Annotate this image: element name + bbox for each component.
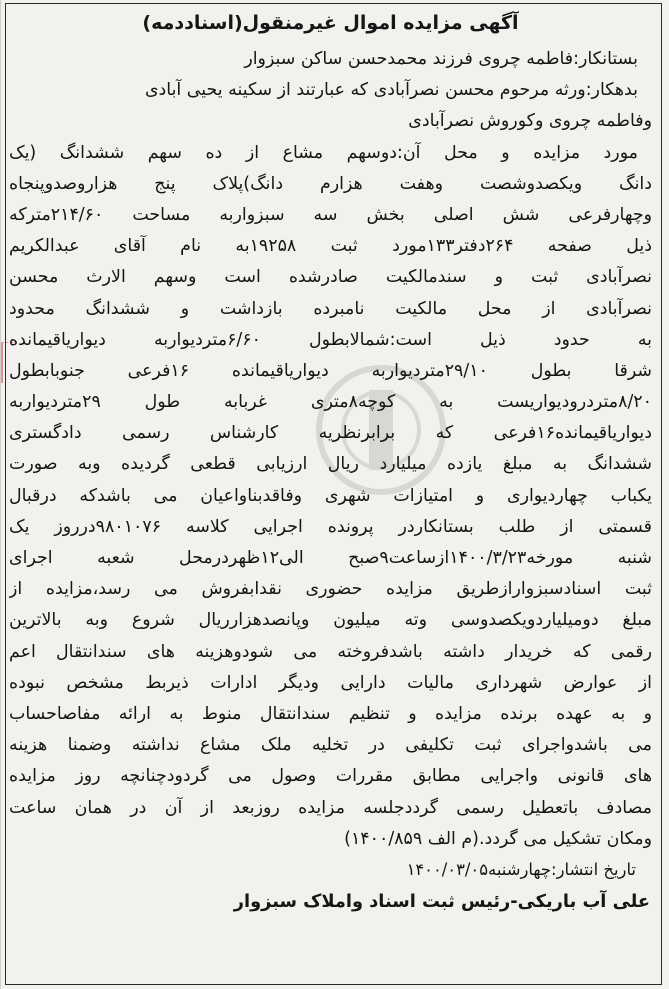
body-line: ۸/۲۰متردرودیواریست به کوچه۸متری غربابه طول ۲۹متردیواربه xyxy=(9,392,652,413)
body-line: نصرآبادی از محل مالکیت نامبرده بازداشت و ششدانگ محدود xyxy=(9,298,652,319)
debtor-line-cont: وفاطمه چروی وکوروش نصرآبادی xyxy=(408,111,652,132)
notice-title: آگهی مزایده اموال غیرمنقول(اسناددمه) xyxy=(142,12,519,34)
body-line: و به عهده برنده مزایده و تنظیم سندانتقال منوط به ارائه مفاصاحساب xyxy=(9,703,652,724)
body-line: وچهارفرعی شش اصلی بخش سه سبزواربه مساحت ۲۱۴/۶۰مترکه xyxy=(9,204,652,225)
body-line: به حدود ذیل است:شمالابطول ۶/۶۰متردیواربه دیواریاقیمانده xyxy=(9,329,652,350)
body-line: ثبت اسنادسبزوارازطریق مزایده حضوری نقدابفروش می رسد،مزایده از xyxy=(9,579,652,600)
body-line: نصرآبادی ثبت و سندمالکیت صادرشده است وسهم الارث محسن xyxy=(9,267,652,288)
signature-line: علی آب باریکی-رئیس ثبت اسناد واملاک سبزوار xyxy=(233,890,650,912)
body-line: ششدانگ به مبلغ یازده میلیارد ریال ارزیابی قطعی گردیده وبه صورت xyxy=(9,454,652,475)
body-line: شرقا بطول ۲۹/۱۰متردیواربه دیواریاقیمانده ۱۶فرعی جنوبابطول xyxy=(9,360,652,381)
body-line: دیواریاقیمانده۱۶فرعی که برابرنظریه کارشناس رسمی دادگستری xyxy=(9,423,652,444)
body-line: شنبه مورخه۱۴۰۰/۳/۲۳ازساعت۹صبح الی۱۲ظهردرمحل شعبه اجرای xyxy=(9,548,652,568)
body-line: دانگ ویکصدوشصت وهفت هزارم دانگ)پلاک پنج هزاروصدوپنجاه xyxy=(9,173,652,194)
body-line: از عوارض شهرداری مالیات دارایی ودیگر ادارات ذیربط مشخص نبوده xyxy=(9,672,652,693)
body-line-last: ومکان تشکیل می گردد.(م الف ۱۴۰۰/۸۵۹) xyxy=(344,828,652,849)
body-line: های قانونی واجرایی مطابق مقررات وصول می گردودچنانچه روز مزایده xyxy=(9,766,652,787)
body-line: می باشدواجرای ثبت تکلیفی در تخلیه ملک مشاع نداشته وضمنا هزینه xyxy=(9,735,652,756)
body-line: قسمتی از طلب بستانکاردر پرونده اجرایی کلاسه ۹۸۰۱۰۷۶درروز یک xyxy=(9,516,652,537)
notice-content xyxy=(9,8,652,919)
body-line: یکباب چهاردیواری و امتیازات شهری وفاقدبناواعیان می باشدکه درقبال xyxy=(9,485,652,506)
body-line: مورد مزایده و محل آن:دوسهم مشاع از ده سهم ششدانگ (یک xyxy=(9,142,638,163)
body-line: مصادف باتعطیل رسمی گرددجلسه مزایده روزبعد از آن در همان ساعت xyxy=(9,797,652,818)
creditor-line: بستانکار:فاطمه چروی فرزند محمدحسن ساکن سبزوار xyxy=(244,49,638,69)
debtor-line: بدهکار:ورثه مرحوم محسن نصرآبادی که عبارتند از سکینه یحیی آبادی xyxy=(144,80,638,101)
publish-date: تاریخ انتشار:چهارشنبه۱۴۰۰/۰۳/۰۵ xyxy=(406,859,636,879)
body-line: مبلغ دومیلیاردویکصدوسی وته میلیون وپانصدهزارریال شروع وبه بالاترین xyxy=(9,610,652,631)
body-line: رقمی که خریدار داشته باشدفروخته می شودوهزینه های سندانتقال اعم xyxy=(9,641,652,662)
body-line: ذیل صفحه ۲۶۴دفتر۱۳۳مورد ثبت ۱۹۲۵۸به نام آقای عبدالکریم xyxy=(9,236,652,257)
